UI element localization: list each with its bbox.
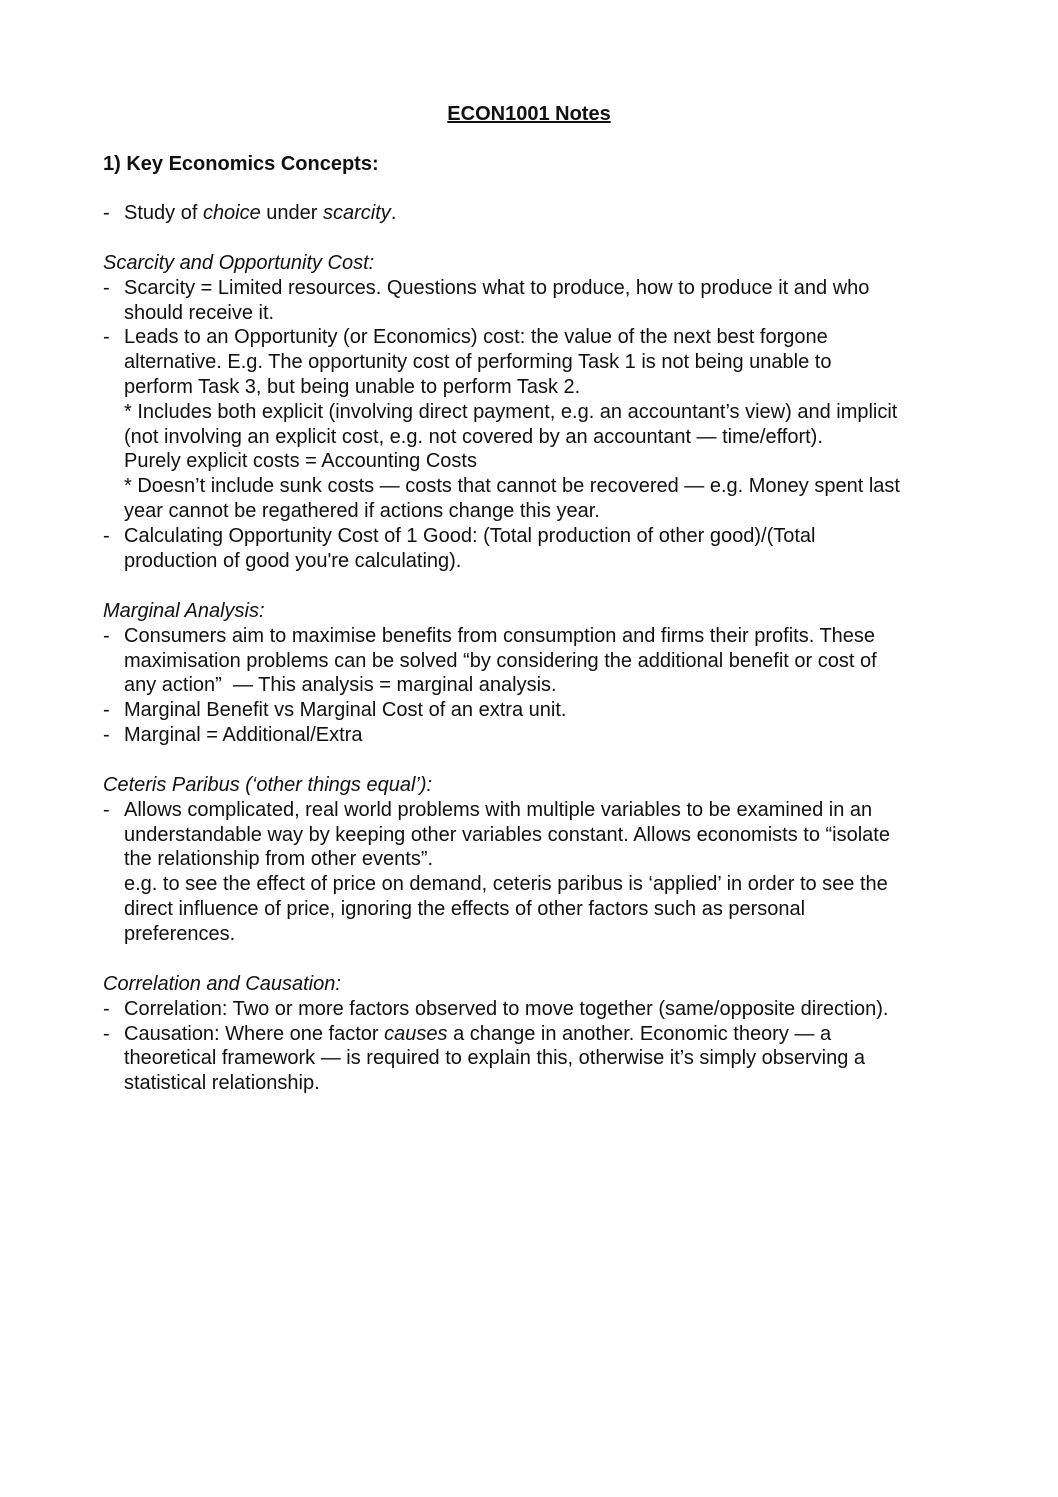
- list-item: - Consumers aim to maximise benefits from consumption and firms their profits. These maximisation problems can be solved “by considering the additional benefit or cost of any action” — This analysis = marginal analysis.: [103, 624, 877, 697]
- bullet-dash: -: [103, 202, 110, 224]
- bullet-dash: -: [103, 699, 110, 722]
- ceteris-list: [103, 798, 963, 947]
- marginal-section: [103, 599, 963, 748]
- intro-list: [103, 201, 963, 226]
- marginal-list: [103, 624, 963, 748]
- list-item: - Causation: Where one factor causes a change in another. Economic theory — a theoretical framework — is required to explain this, otherwise it’s simply observing a statistical relationship.: [103, 1022, 866, 1095]
- list-item: - Correlation: Two or more factors observed to move together (same/opposite direction).: [103, 997, 889, 1020]
- bullet-dash: -: [103, 524, 110, 547]
- list-item: - Leads to an Opportunity (or Economics) cost: the value of the next best forgone alternative. E.g. The opportunity cost of performing Task 1 is not being unable to perform Task 3, but being unable to perform Task 2. * Includes both explicit (involving direct payment, e.g. an accountant’s view) and implicit (not involving an explicit cost, e.g. not covered by an accountant — time/effort). Purely explicit costs = Accounting Costs * Doesn’t include sunk costs — costs that cannot be recovered — e.g. Money spent last year cannot be regathered if actions change this year.: [103, 326, 900, 522]
- list-item: - Calculating Opportunity Cost of 1 Good: (Total production of other good)/(Total production of good you're calculating).: [103, 524, 816, 572]
- list-item: - Marginal = Additional/Extra: [103, 723, 363, 746]
- ceteris-section: [103, 773, 963, 947]
- scarcity-heading: Scarcity and Opportunity Cost:: [103, 252, 375, 274]
- list-item: - Study of choice under scarcity.: [103, 202, 397, 224]
- intro-block: [103, 201, 963, 226]
- bullet-dash: -: [103, 723, 110, 746]
- bullet-dash: -: [103, 997, 110, 1020]
- list-item: - Allows complicated, real world problems with multiple variables to be examined in an understandable way by keeping other variables constant. Allows economists to “isolate the relationship from other events”. e.g. to see the effect of price on demand, ceteris paribus is ‘applied’ in order to see the direct influence of price, ignoring the effects of other factors such as personal preferences.: [103, 798, 890, 945]
- correlation-section: [103, 972, 963, 1096]
- correlation-list: [103, 997, 963, 1096]
- bullet-dash: -: [103, 1022, 110, 1045]
- scarcity-section: [103, 251, 963, 573]
- section-heading: 1) Key Economics Concepts:: [103, 153, 379, 175]
- bullet-dash: -: [103, 276, 110, 299]
- marginal-heading: Marginal Analysis:: [103, 600, 265, 622]
- bullet-dash: -: [103, 624, 110, 647]
- list-item: - Scarcity = Limited resources. Questions what to produce, how to produce it and who should receive it.: [103, 276, 870, 324]
- correlation-heading: Correlation and Causation:: [103, 973, 341, 995]
- scarcity-list: [103, 276, 963, 574]
- document-title: ECON1001 Notes: [447, 103, 611, 125]
- ceteris-heading: Ceteris Paribus (‘other things equal’):: [103, 774, 433, 796]
- list-item: - Marginal Benefit vs Marginal Cost of an extra unit.: [103, 699, 567, 722]
- bullet-dash: -: [103, 798, 110, 821]
- bullet-dash: -: [103, 326, 110, 349]
